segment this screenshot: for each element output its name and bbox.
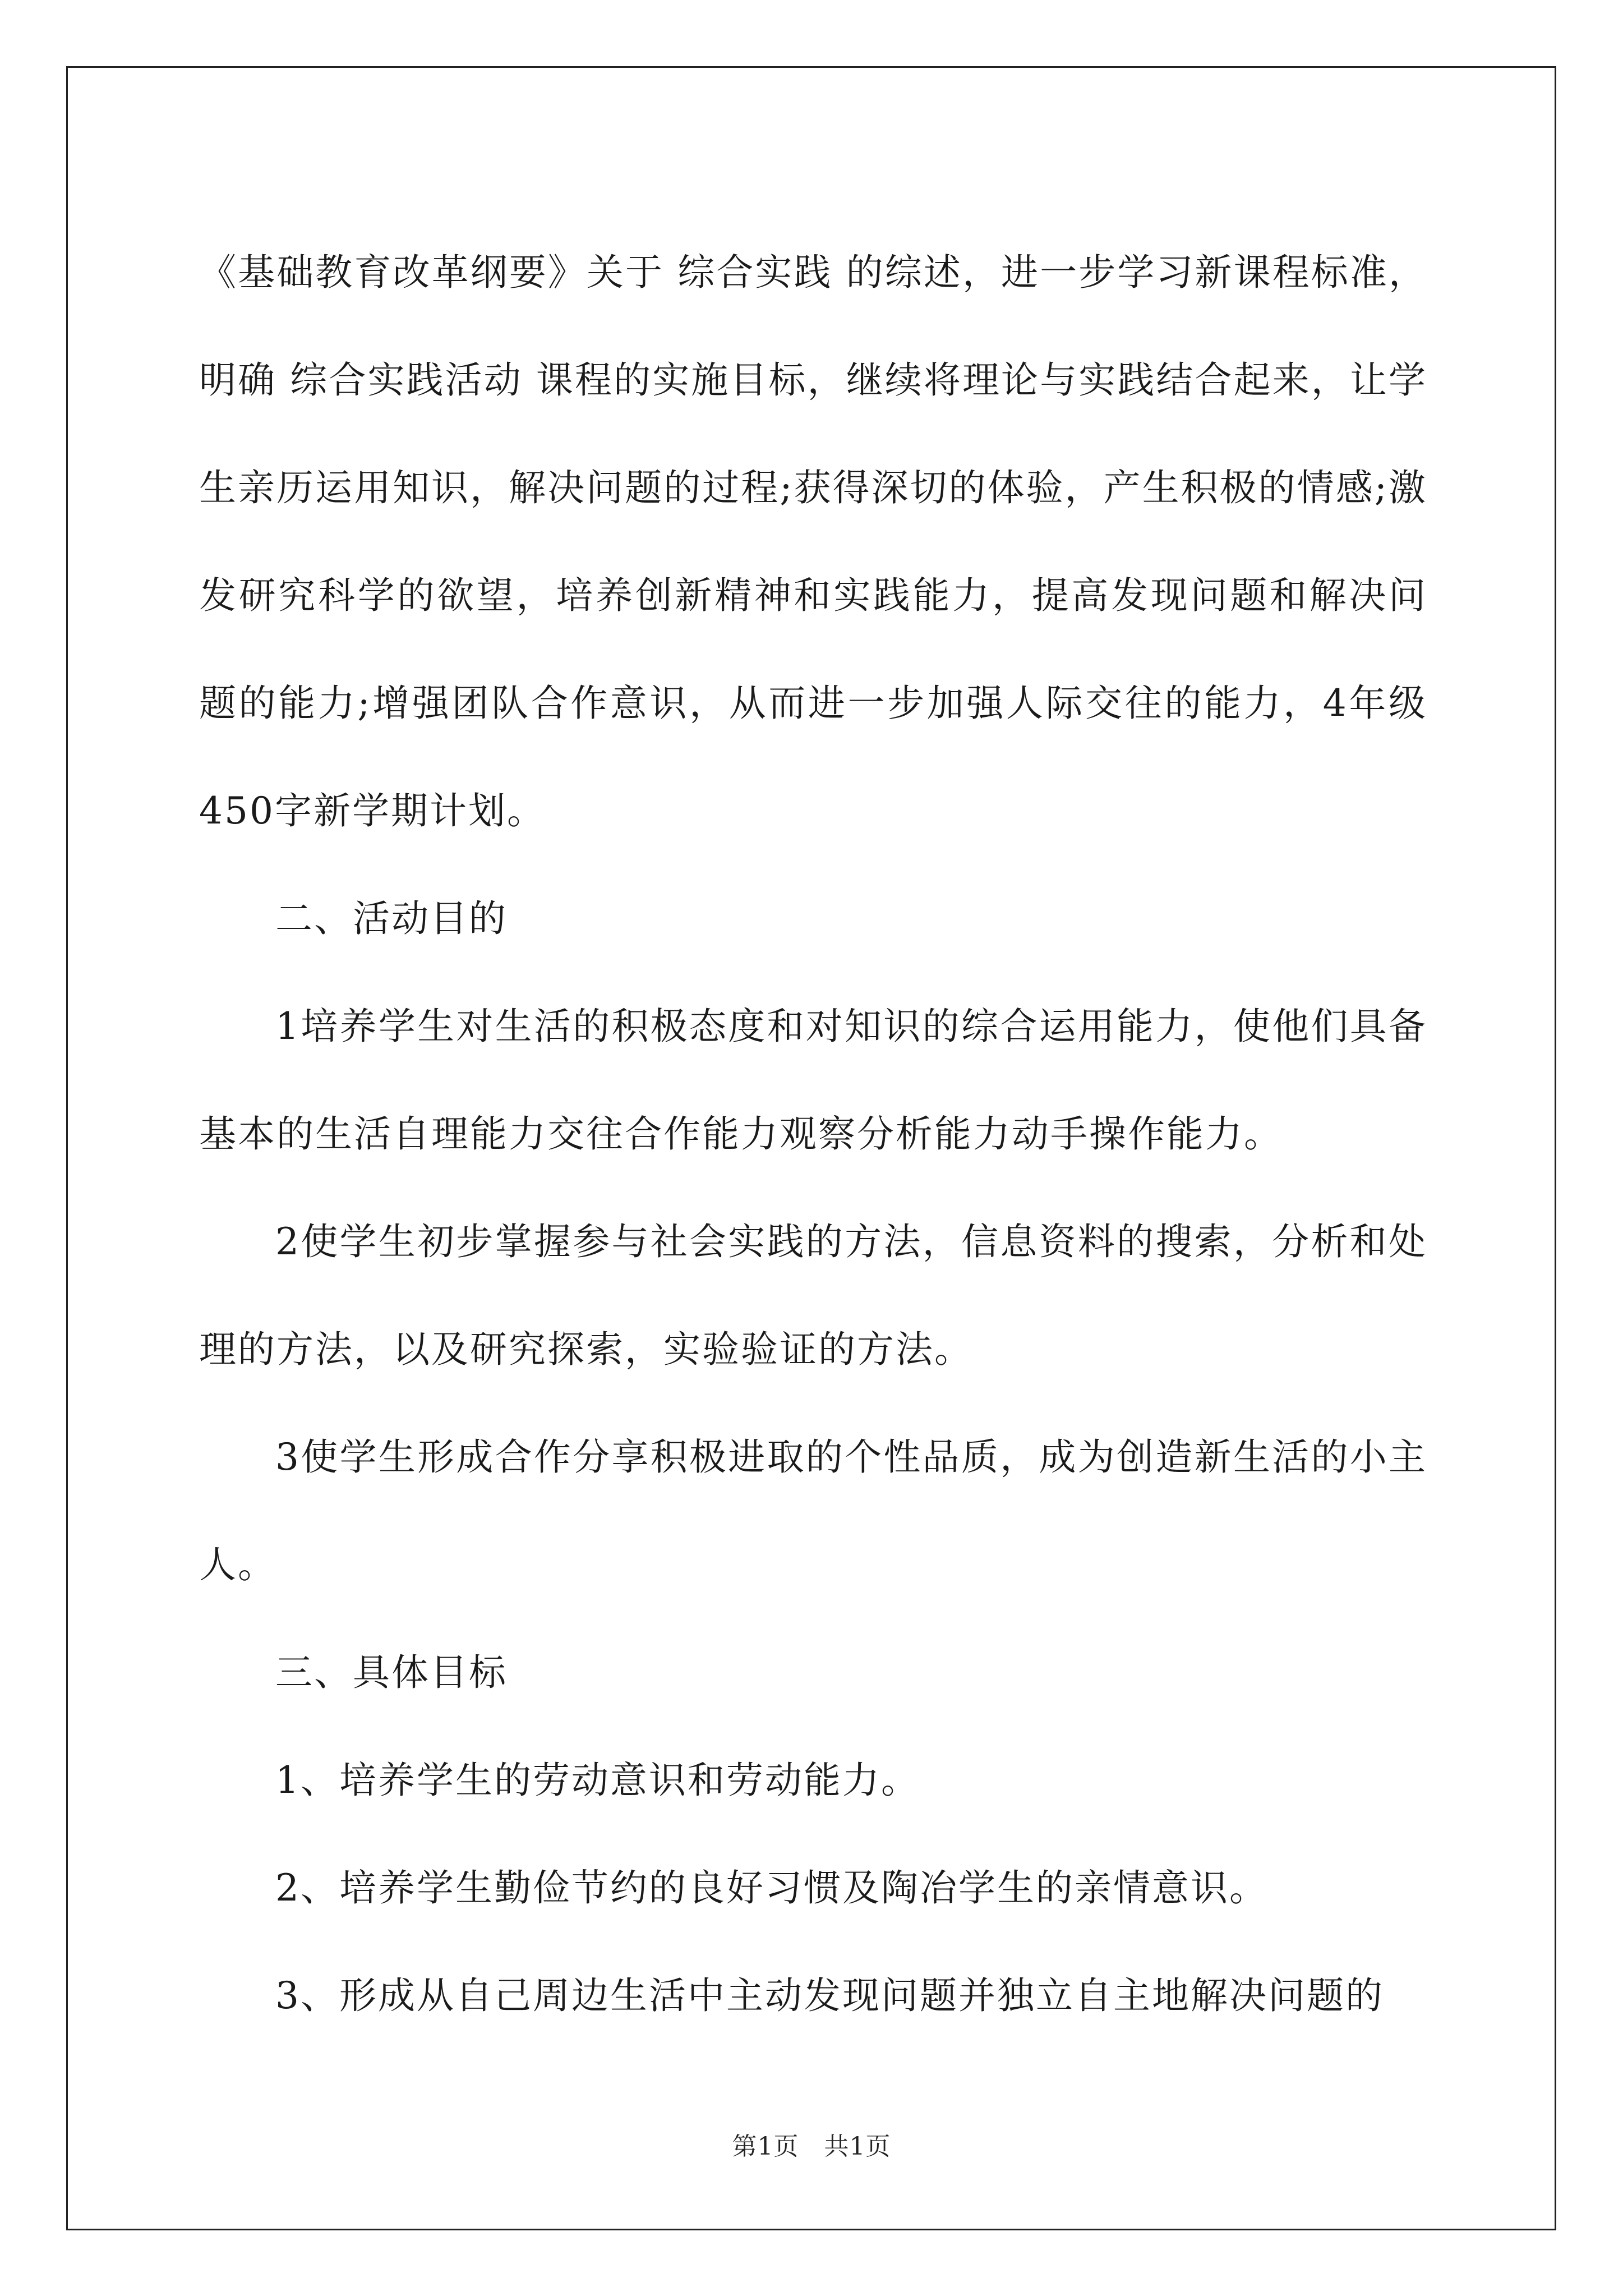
- paragraph-goal-3: 3、形成从自己周边生活中主动发现问题并独立自主地解决问题的: [275, 1974, 1384, 2017]
- paragraph-intro: 《基础教育改革纲要》关于 综合实践 的综述，进一步学习新课程标准，明确 综合实践活动 课程的实施目标，继续将理论与实践结合起来，让学生亲历运用知识，解决问题的过程;获得深切的体验，产生积极的情感;激发研究科学的欲望，培养创新精神和实践能力，提高发现问题和解决问题的能力;增强团队合作意识，从而进一步加强人际交往的能力，4年级450字新学期计划。: [199, 251, 1427, 832]
- heading-activity-purpose: 二、活动目的: [275, 897, 508, 940]
- paragraph-goal-2: 2、培养学生勤俭节约的良好习惯及陶冶学生的亲情意识。: [275, 1866, 1268, 1910]
- paragraph-purpose-1: 1培养学生对生活的积极态度和对知识的综合运用能力，使他们具备基本的生活自理能力交往合作能力观察分析能力动手操作能力。: [199, 1005, 1427, 1156]
- paragraph-purpose-2: 2使学生初步掌握参与社会实践的方法，信息资料的搜索，分析和处理的方法，以及研究探索，实验验证的方法。: [199, 1220, 1427, 1371]
- paragraph-goal-1: 1、培养学生的劳动意识和劳动能力。: [275, 1759, 920, 1802]
- page-footer: 第1页 共1页: [732, 2132, 891, 2161]
- heading-specific-goals: 三、具体目标: [275, 1651, 508, 1694]
- paragraph-purpose-3: 3使学生形成合作分享积极进取的个性品质，成为创造新生活的小主人。: [199, 1435, 1427, 1586]
- document-body: [199, 219, 1427, 2050]
